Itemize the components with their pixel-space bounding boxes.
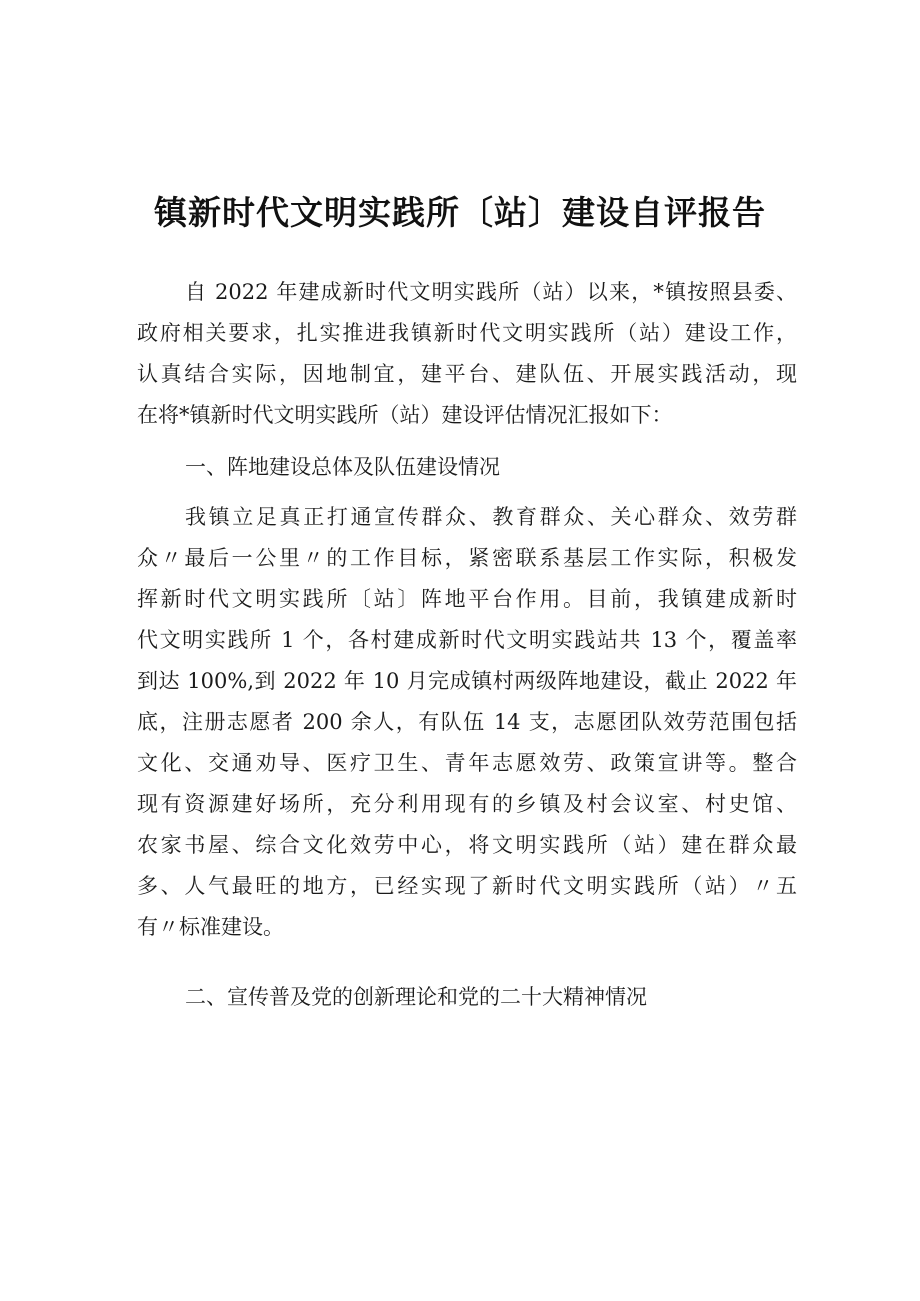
paragraph-line: 文化、交通劝导、医疗卫生、青年志愿效劳、政策宣讲等。整合 xyxy=(137,751,797,775)
paragraph-line: 众〃最后一公里〃的工作目标，紧密联系基层工作实际，积极发 xyxy=(137,546,797,570)
paragraph-line: 我镇立足真正打通宣传群众、教育群众、关心群众、效劳群 xyxy=(185,505,797,529)
document-title: 镇新时代文明实践所〔站〕建设自评报告 xyxy=(154,193,766,232)
section-1-paragraph xyxy=(137,497,797,948)
paragraph-line: 政府相关要求，扎实推进我镇新时代文明实践所（站）建设工作， xyxy=(137,321,797,345)
intro-paragraph xyxy=(137,272,797,436)
paragraph-line: 认真结合实际，因地制宜，建平台、建队伍、开展实践活动，现 xyxy=(137,362,797,386)
paragraph-line: 代文明实践所 1 个，各村建成新时代文明实践站共 13 个，覆盖率 xyxy=(137,628,797,652)
paragraph-line: 现有资源建好场所，充分利用现有的乡镇及村会议室、村史馆、 xyxy=(137,792,797,816)
paragraph-line: 多、人气最旺的地方，已经实现了新时代文明实践所（站）〃五 xyxy=(137,874,797,898)
paragraph-line: 到达 100%,到 2022 年 10 月完成镇村两级阵地建设，截止 2022 年 xyxy=(137,669,797,693)
section-heading-2: 二、宣传普及党的创新理论和党的二十大精神情况 xyxy=(185,985,647,1009)
paragraph-line: 挥新时代文明实践所〔站〕阵地平台作用。目前，我镇建成新时 xyxy=(137,587,797,611)
paragraph-line: 自 2022 年建成新时代文明实践所（站）以来，*镇按照县委、 xyxy=(185,280,797,304)
paragraph-line: 有〃标准建设。 xyxy=(137,915,284,939)
paragraph-line: 农家书屋、综合文化效劳中心，将文明实践所（站）建在群众最 xyxy=(137,833,797,857)
section-heading-1: 一、阵地建设总体及队伍建设情况 xyxy=(185,455,500,479)
paragraph-line: 底，注册志愿者 200 余人，有队伍 14 支，志愿团队效劳范围包括 xyxy=(137,710,797,734)
paragraph-line: 在将*镇新时代文明实践所（站）建设评估情况汇报如下： xyxy=(137,403,673,427)
